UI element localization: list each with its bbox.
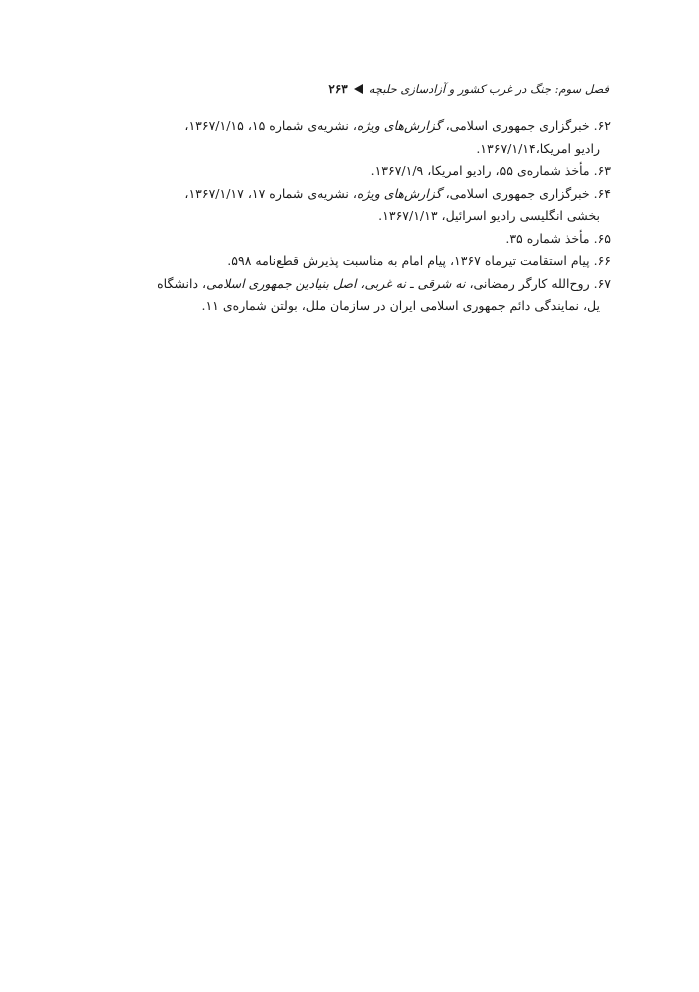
triangle-marker-icon: [354, 84, 363, 94]
endnote-line: [91, 183, 611, 206]
endnote-65: [91, 228, 611, 251]
endnote-continuation: رادیو امریکا،۱۳۶۷/۱/۱۴.: [476, 140, 600, 156]
endnotes-list: [91, 115, 611, 318]
endnote-continuation: بخشی انگلیسی رادیو اسرائیل، ۱۳۶۷/۱/۱۳.: [378, 208, 600, 223]
running-header: [328, 82, 609, 96]
endnote-64: [91, 183, 611, 228]
endnote-66: [91, 250, 611, 273]
endnote-line: ۶۳. مأخذ شماره‌ی ۵۵، رادیو امریکا، ۱۳۶۷/۱/۹.: [370, 163, 611, 178]
page-number: ۲۶۳: [328, 82, 348, 96]
note-italic-title: نه شرقی ـ نه غربی، اصل بنیادین جمهوری اسلامی: [206, 275, 466, 291]
endnote-63: [91, 160, 611, 183]
note-italic-title: گزارش‌های ویژه: [356, 118, 442, 133]
note-text: ۶۲. خبرگزاری جمهوری اسلامی،: [441, 118, 611, 133]
note-italic-title: گزارش‌های ویژه: [356, 185, 442, 201]
note-text: ، نشریه‌ی شماره ۱۵، ۱۳۶۷/۱/۱۵،: [184, 118, 357, 133]
endnote-line: [91, 273, 611, 296]
note-text: ، دانشگاه: [157, 275, 207, 291]
endnote-line: ۶۶. پیام استقامت تیرماه ۱۳۶۷، پیام امام به مناسبت پذیرش قطع‌نامه ۵۹۸.: [227, 253, 611, 268]
endnote-62: [91, 115, 611, 160]
note-text: ۶۴. خبرگزاری جمهوری اسلامی،: [441, 185, 611, 201]
note-text: ۶۷. روح‌الله کارگر رمضانی،: [465, 275, 611, 291]
endnote-line: ۶۵. مأخذ شماره ۳۵.: [505, 230, 611, 246]
endnote-continuation: یل، نمایندگی دائم جمهوری اسلامی ایران در سازمان ملل، بولتن شماره‌ی ۱۱.: [201, 298, 600, 313]
endnote-line: [91, 115, 611, 138]
note-text: ، نشریه‌ی شماره ۱۷، ۱۳۶۷/۱/۱۷،: [184, 185, 357, 201]
endnote-67: [91, 273, 611, 318]
chapter-title: فصل سوم: جنگ در غرب کشور و آزادسازی حلبچه: [368, 82, 609, 96]
